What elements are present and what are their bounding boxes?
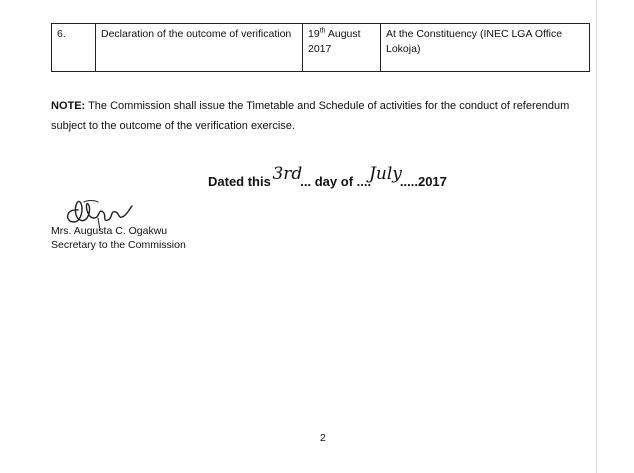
signatory-title: Secretary to the Commission: [51, 239, 186, 251]
dated-suffix: .....2017: [399, 174, 447, 189]
row-date-day: 19: [308, 28, 320, 40]
dated-month-handwritten: July: [369, 164, 402, 184]
scan-edge-line: [596, 0, 597, 473]
note-label: NOTE:: [51, 100, 86, 112]
note-paragraph: [51, 96, 596, 136]
row-date-rest: August 2017: [308, 28, 361, 55]
dated-day-handwritten: 3rd: [272, 164, 303, 184]
row-date: [303, 24, 381, 72]
signatory-name: Mrs. Augusta C. Ogakwu: [51, 225, 168, 237]
schedule-table: [51, 23, 590, 72]
dated-line: [208, 164, 447, 191]
dated-prefix: Dated this: [208, 174, 275, 189]
row-date-suffix: th: [319, 27, 326, 35]
dated-middle: ... day of ....: [300, 174, 372, 189]
page-number: 2: [320, 432, 326, 444]
note-text: The Commission shall issue the Timetable and Schedule of activities for the conduct of referendum subject to the outcome of the verification exercise.: [51, 100, 570, 132]
table-row: [52, 24, 590, 72]
row-location: At the Constituency (INEC LGA Office Lokoja): [381, 24, 590, 72]
signature-image: [58, 190, 138, 230]
row-activity: Declaration of the outcome of verification: [96, 24, 303, 72]
row-number: 6.: [52, 24, 96, 72]
